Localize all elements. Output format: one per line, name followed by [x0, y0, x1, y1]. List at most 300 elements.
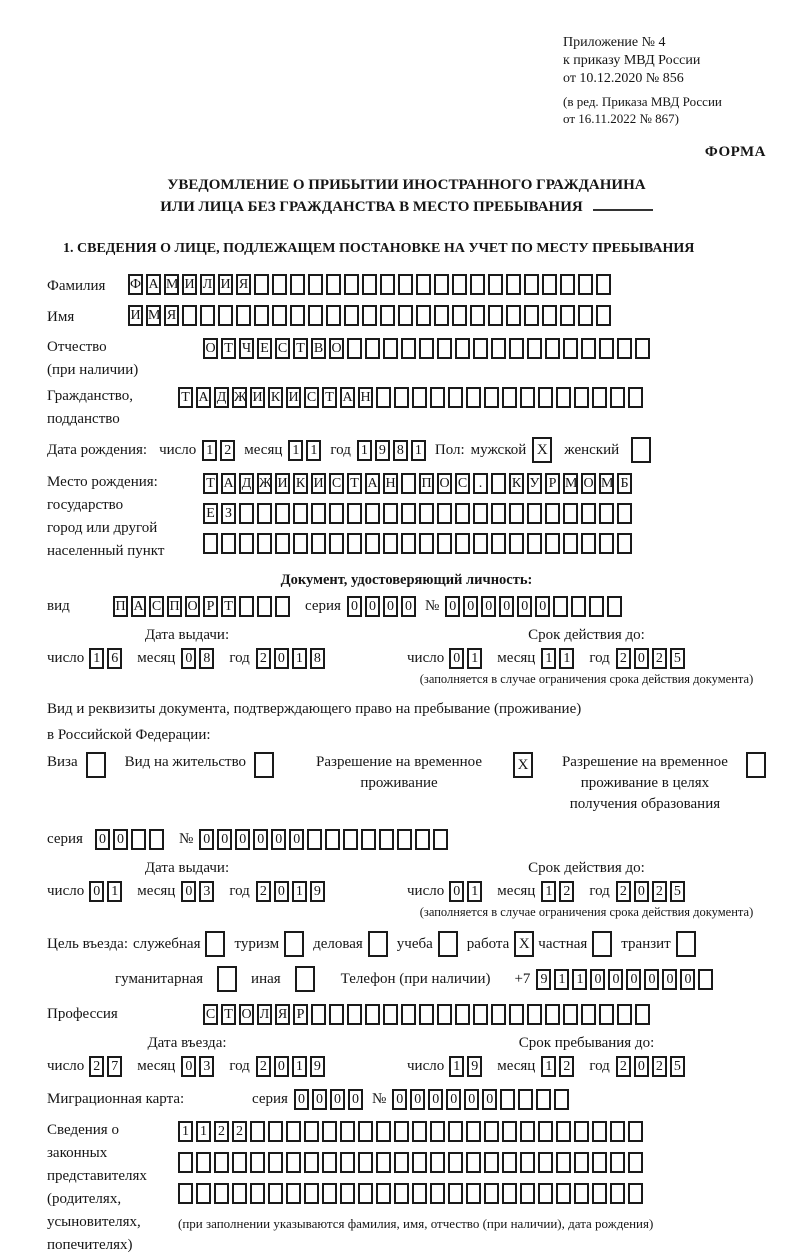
birth-place-cell[interactable]	[437, 503, 452, 524]
doc-kind-cell[interactable]	[275, 596, 290, 617]
entry-year-cell[interactable]: 1	[292, 1056, 307, 1077]
given-name-cell[interactable]: Я	[164, 305, 179, 326]
given-name-cell[interactable]	[596, 305, 611, 326]
given-name-cell[interactable]	[524, 305, 539, 326]
given-name-cell[interactable]	[560, 305, 575, 326]
representative-cell[interactable]	[178, 1183, 193, 1204]
identity-issue-year-cell[interactable]: 0	[274, 648, 289, 669]
birth-place-cell[interactable]	[383, 503, 398, 524]
residence-series-cell[interactable]	[149, 829, 164, 850]
phone-cell[interactable]: 0	[644, 969, 659, 990]
given-name-cell[interactable]	[218, 305, 233, 326]
surname-cell[interactable]	[380, 274, 395, 295]
surname-cell[interactable]: Я	[236, 274, 251, 295]
residence-valid-day-cell[interactable]: 0	[449, 881, 464, 902]
doc-kind-cell[interactable]: П	[167, 596, 182, 617]
phone-cell[interactable]: 1	[554, 969, 569, 990]
citizenship-cell[interactable]	[484, 387, 499, 408]
representative-cell[interactable]: 2	[214, 1121, 229, 1142]
profession-cell[interactable]	[473, 1004, 488, 1025]
representative-cell[interactable]	[322, 1121, 337, 1142]
given-name-cell[interactable]	[398, 305, 413, 326]
surname-cell[interactable]	[560, 274, 575, 295]
residence-issue-day-cell[interactable]: 0	[89, 881, 104, 902]
migration-series-cell[interactable]: 0	[348, 1089, 363, 1110]
patronymic-cell[interactable]	[527, 338, 542, 359]
representative-cell[interactable]: 2	[232, 1121, 247, 1142]
residence-valid-year-cell[interactable]: 5	[670, 881, 685, 902]
identity-valid-year-cell[interactable]: 2	[652, 648, 667, 669]
given-name-cell[interactable]	[434, 305, 449, 326]
purpose-humanitarian-checkbox[interactable]	[217, 966, 237, 992]
birth-place-cell[interactable]: Б	[617, 473, 632, 494]
surname-cell[interactable]	[308, 274, 323, 295]
birth-year-cell[interactable]: 9	[375, 440, 390, 461]
phone-cell[interactable]: 1	[572, 969, 587, 990]
purpose-business-checkbox[interactable]	[368, 931, 388, 957]
residence-number-cell[interactable]: 0	[271, 829, 286, 850]
citizenship-cell[interactable]	[556, 387, 571, 408]
doc-kind-cell[interactable]	[239, 596, 254, 617]
surname-cell[interactable]: И	[218, 274, 233, 295]
birth-place-cell[interactable]	[455, 503, 470, 524]
birth-place-cell[interactable]	[455, 533, 470, 554]
representative-cell[interactable]	[628, 1121, 643, 1142]
option-visa-checkbox[interactable]	[86, 752, 106, 778]
representative-cell[interactable]	[412, 1121, 427, 1142]
doc-kind-cell[interactable]	[257, 596, 272, 617]
residence-issue-year-cell[interactable]: 1	[292, 881, 307, 902]
birth-place-cell[interactable]	[401, 473, 416, 494]
phone-cell[interactable]: 0	[590, 969, 605, 990]
patronymic-cell[interactable]	[635, 338, 650, 359]
surname-cell[interactable]	[398, 274, 413, 295]
residence-issue-month-cell[interactable]: 0	[181, 881, 196, 902]
birth-place-cell[interactable]: А	[365, 473, 380, 494]
residence-number-cell[interactable]	[361, 829, 376, 850]
purpose-private-checkbox[interactable]	[592, 931, 612, 957]
representative-cell[interactable]	[250, 1183, 265, 1204]
birth-place-cell[interactable]: И	[275, 473, 290, 494]
birth-place-cell[interactable]	[419, 503, 434, 524]
phone-cell[interactable]: 0	[608, 969, 623, 990]
given-name-cell[interactable]: И	[128, 305, 143, 326]
surname-cell[interactable]: А	[146, 274, 161, 295]
profession-cell[interactable]	[617, 1004, 632, 1025]
surname-cell[interactable]: М	[164, 274, 179, 295]
representative-cell[interactable]	[556, 1121, 571, 1142]
residence-issue-year-cell[interactable]: 0	[274, 881, 289, 902]
birth-year-cell[interactable]: 1	[357, 440, 372, 461]
patronymic-cell[interactable]: Т	[221, 338, 236, 359]
residence-number-cell[interactable]: 0	[217, 829, 232, 850]
stay-year-cell[interactable]: 5	[670, 1056, 685, 1077]
identity-issue-day-cell[interactable]: 6	[107, 648, 122, 669]
given-name-cell[interactable]	[470, 305, 485, 326]
surname-cell[interactable]	[524, 274, 539, 295]
representative-cell[interactable]	[610, 1121, 625, 1142]
patronymic-cell[interactable]: О	[203, 338, 218, 359]
representative-cell[interactable]	[538, 1121, 553, 1142]
representative-cell[interactable]	[358, 1121, 373, 1142]
birth-year-cell[interactable]: 1	[411, 440, 426, 461]
birth-place-cell[interactable]	[473, 503, 488, 524]
given-name-cell[interactable]	[236, 305, 251, 326]
given-name-cell[interactable]	[272, 305, 287, 326]
profession-cell[interactable]	[401, 1004, 416, 1025]
birth-place-cell[interactable]	[221, 533, 236, 554]
birth-place-cell[interactable]: Т	[347, 473, 362, 494]
given-name-cell[interactable]	[200, 305, 215, 326]
birth-place-cell[interactable]	[347, 533, 362, 554]
birth-place-cell[interactable]	[527, 503, 542, 524]
residence-valid-year-cell[interactable]: 2	[616, 881, 631, 902]
birth-place-cell[interactable]	[563, 503, 578, 524]
residence-issue-day-cell[interactable]: 1	[107, 881, 122, 902]
birth-place-cell[interactable]	[329, 503, 344, 524]
given-name-cell[interactable]	[578, 305, 593, 326]
purpose-study-checkbox[interactable]	[438, 931, 458, 957]
residence-number-cell[interactable]: 0	[289, 829, 304, 850]
birth-day-cell[interactable]: 2	[220, 440, 235, 461]
patronymic-cell[interactable]: Т	[293, 338, 308, 359]
representative-cell[interactable]	[394, 1183, 409, 1204]
profession-cell[interactable]	[365, 1004, 380, 1025]
surname-cell[interactable]	[506, 274, 521, 295]
patronymic-cell[interactable]	[437, 338, 452, 359]
patronymic-cell[interactable]	[599, 338, 614, 359]
birth-place-cell[interactable]	[275, 533, 290, 554]
migration-number-cell[interactable]: 0	[410, 1089, 425, 1110]
birth-place-cell[interactable]	[563, 533, 578, 554]
migration-number-cell[interactable]: 0	[392, 1089, 407, 1110]
surname-cell[interactable]	[254, 274, 269, 295]
residence-issue-year-cell[interactable]: 9	[310, 881, 325, 902]
profession-cell[interactable]	[311, 1004, 326, 1025]
entry-year-cell[interactable]: 0	[274, 1056, 289, 1077]
birth-place-cell[interactable]	[401, 533, 416, 554]
doc-number-cell[interactable]	[553, 596, 568, 617]
residence-valid-day-cell[interactable]: 1	[467, 881, 482, 902]
representative-cell[interactable]	[268, 1183, 283, 1204]
birth-place-cell[interactable]	[347, 503, 362, 524]
representative-cell[interactable]	[412, 1183, 427, 1204]
birth-place-cell[interactable]	[437, 533, 452, 554]
stay-day-cell[interactable]: 9	[467, 1056, 482, 1077]
birth-place-cell[interactable]	[239, 533, 254, 554]
citizenship-cell[interactable]	[394, 387, 409, 408]
representative-cell[interactable]	[376, 1121, 391, 1142]
representative-cell[interactable]: 1	[196, 1121, 211, 1142]
migration-series-cell[interactable]: 0	[294, 1089, 309, 1110]
surname-cell[interactable]: Л	[200, 274, 215, 295]
birth-place-cell[interactable]	[509, 503, 524, 524]
representative-cell[interactable]	[538, 1183, 553, 1204]
doc-number-cell[interactable]: 0	[535, 596, 550, 617]
citizenship-cell[interactable]	[520, 387, 535, 408]
doc-series-cell[interactable]: 0	[401, 596, 416, 617]
birth-place-cell[interactable]	[329, 533, 344, 554]
citizenship-cell[interactable]: Т	[322, 387, 337, 408]
citizenship-cell[interactable]: Н	[358, 387, 373, 408]
profession-cell[interactable]	[599, 1004, 614, 1025]
doc-kind-cell[interactable]: П	[113, 596, 128, 617]
profession-cell[interactable]	[581, 1004, 596, 1025]
representative-cell[interactable]	[592, 1183, 607, 1204]
patronymic-cell[interactable]: О	[329, 338, 344, 359]
representative-cell[interactable]	[520, 1183, 535, 1204]
given-name-cell[interactable]	[506, 305, 521, 326]
citizenship-cell[interactable]	[628, 387, 643, 408]
given-name-cell[interactable]	[308, 305, 323, 326]
doc-number-cell[interactable]	[607, 596, 622, 617]
patronymic-cell[interactable]	[491, 338, 506, 359]
residence-series-cell[interactable]: 0	[95, 829, 110, 850]
birth-place-cell[interactable]	[491, 503, 506, 524]
representative-cell[interactable]	[574, 1121, 589, 1142]
entry-year-cell[interactable]: 9	[310, 1056, 325, 1077]
residence-number-cell[interactable]	[379, 829, 394, 850]
option-temp-residence-education-checkbox[interactable]	[746, 752, 766, 778]
representative-cell[interactable]	[268, 1121, 283, 1142]
birth-place-cell[interactable]: А	[221, 473, 236, 494]
representative-cell[interactable]	[304, 1121, 319, 1142]
birth-place-cell[interactable]: Т	[203, 473, 218, 494]
doc-kind-cell[interactable]: А	[131, 596, 146, 617]
surname-cell[interactable]	[290, 274, 305, 295]
residence-number-cell[interactable]: 0	[253, 829, 268, 850]
identity-issue-day-cell[interactable]: 1	[89, 648, 104, 669]
birth-place-cell[interactable]: О	[437, 473, 452, 494]
birth-place-cell[interactable]	[275, 503, 290, 524]
birth-place-cell[interactable]: Ж	[257, 473, 272, 494]
surname-cell[interactable]	[362, 274, 377, 295]
representative-cell[interactable]: 1	[178, 1121, 193, 1142]
citizenship-cell[interactable]	[592, 387, 607, 408]
citizenship-cell[interactable]: И	[250, 387, 265, 408]
identity-issue-year-cell[interactable]: 8	[310, 648, 325, 669]
representative-cell[interactable]	[250, 1121, 265, 1142]
profession-cell[interactable]	[419, 1004, 434, 1025]
doc-kind-cell[interactable]: Т	[221, 596, 236, 617]
entry-year-cell[interactable]: 2	[256, 1056, 271, 1077]
residence-valid-month-cell[interactable]: 1	[541, 881, 556, 902]
given-name-cell[interactable]	[182, 305, 197, 326]
doc-number-cell[interactable]: 0	[481, 596, 496, 617]
patronymic-cell[interactable]: В	[311, 338, 326, 359]
profession-cell[interactable]: С	[203, 1004, 218, 1025]
migration-number-cell[interactable]	[554, 1089, 569, 1110]
surname-cell[interactable]	[416, 274, 431, 295]
citizenship-cell[interactable]: Т	[178, 387, 193, 408]
birth-place-cell[interactable]: С	[329, 473, 344, 494]
representative-cell[interactable]	[502, 1183, 517, 1204]
surname-cell[interactable]: И	[182, 274, 197, 295]
patronymic-cell[interactable]	[617, 338, 632, 359]
patronymic-cell[interactable]: С	[275, 338, 290, 359]
identity-issue-year-cell[interactable]: 2	[256, 648, 271, 669]
citizenship-cell[interactable]	[574, 387, 589, 408]
identity-valid-day-cell[interactable]: 1	[467, 648, 482, 669]
residence-number-cell[interactable]	[325, 829, 340, 850]
representative-cell[interactable]	[394, 1121, 409, 1142]
representative-cell[interactable]	[502, 1121, 517, 1142]
profession-cell[interactable]	[329, 1004, 344, 1025]
birth-place-cell[interactable]	[239, 503, 254, 524]
surname-cell[interactable]	[542, 274, 557, 295]
surname-cell[interactable]	[596, 274, 611, 295]
birth-place-cell[interactable]: М	[599, 473, 614, 494]
surname-cell[interactable]	[344, 274, 359, 295]
residence-series-cell[interactable]	[131, 829, 146, 850]
representative-cell[interactable]	[322, 1183, 337, 1204]
representative-cell[interactable]	[430, 1183, 445, 1204]
surname-cell[interactable]: Ф	[128, 274, 143, 295]
option-residence-permit-checkbox[interactable]	[254, 752, 274, 778]
birth-place-cell[interactable]	[311, 533, 326, 554]
identity-valid-year-cell[interactable]: 0	[634, 648, 649, 669]
birth-place-cell[interactable]	[599, 503, 614, 524]
profession-cell[interactable]	[545, 1004, 560, 1025]
birth-place-cell[interactable]	[401, 503, 416, 524]
migration-series-cell[interactable]: 0	[330, 1089, 345, 1110]
surname-cell[interactable]	[488, 274, 503, 295]
doc-series-cell[interactable]: 0	[383, 596, 398, 617]
representative-cell[interactable]	[286, 1183, 301, 1204]
citizenship-cell[interactable]: А	[340, 387, 355, 408]
profession-cell[interactable]	[437, 1004, 452, 1025]
birth-place-cell[interactable]: И	[311, 473, 326, 494]
patronymic-cell[interactable]: Ч	[239, 338, 254, 359]
stay-year-cell[interactable]: 2	[616, 1056, 631, 1077]
given-name-cell[interactable]	[452, 305, 467, 326]
representative-cell[interactable]	[592, 1121, 607, 1142]
patronymic-cell[interactable]	[419, 338, 434, 359]
representative-cell[interactable]	[628, 1183, 643, 1204]
stay-day-cell[interactable]: 1	[449, 1056, 464, 1077]
birth-place-cell[interactable]	[617, 533, 632, 554]
purpose-work-checkbox[interactable]: X	[514, 931, 534, 957]
birth-place-cell[interactable]	[491, 533, 506, 554]
purpose-official-checkbox[interactable]	[205, 931, 225, 957]
stay-month-cell[interactable]: 2	[559, 1056, 574, 1077]
citizenship-cell[interactable]	[538, 387, 553, 408]
phone-cell[interactable]: 9	[536, 969, 551, 990]
profession-cell[interactable]	[347, 1004, 362, 1025]
profession-cell[interactable]	[509, 1004, 524, 1025]
representative-cell[interactable]	[358, 1183, 373, 1204]
option-temp-residence-checkbox[interactable]: X	[513, 752, 533, 778]
doc-series-cell[interactable]: 0	[347, 596, 362, 617]
profession-cell[interactable]: О	[239, 1004, 254, 1025]
sex-male-checkbox[interactable]: X	[532, 437, 552, 463]
birth-place-cell[interactable]	[473, 533, 488, 554]
birth-place-cell[interactable]: С	[455, 473, 470, 494]
birth-day-cell[interactable]: 1	[202, 440, 217, 461]
sex-female-checkbox[interactable]	[631, 437, 651, 463]
patronymic-cell[interactable]	[455, 338, 470, 359]
entry-month-cell[interactable]: 3	[199, 1056, 214, 1077]
birth-place-cell[interactable]: Н	[383, 473, 398, 494]
birth-place-cell[interactable]	[599, 533, 614, 554]
patronymic-cell[interactable]	[473, 338, 488, 359]
birth-place-cell[interactable]	[383, 533, 398, 554]
patronymic-cell[interactable]	[563, 338, 578, 359]
doc-kind-cell[interactable]: О	[185, 596, 200, 617]
birth-place-cell[interactable]: Е	[203, 503, 218, 524]
profession-cell[interactable]: Л	[257, 1004, 272, 1025]
given-name-cell[interactable]	[542, 305, 557, 326]
birth-place-cell[interactable]: .	[473, 473, 488, 494]
surname-cell[interactable]	[470, 274, 485, 295]
stay-month-cell[interactable]: 1	[541, 1056, 556, 1077]
residence-valid-year-cell[interactable]: 2	[652, 881, 667, 902]
residence-number-cell[interactable]: 0	[235, 829, 250, 850]
citizenship-cell[interactable]: Ж	[232, 387, 247, 408]
phone-cell[interactable]: 0	[680, 969, 695, 990]
birth-place-cell[interactable]	[581, 503, 596, 524]
birth-place-cell[interactable]	[527, 533, 542, 554]
patronymic-cell[interactable]: Е	[257, 338, 272, 359]
birth-place-cell[interactable]: Р	[545, 473, 560, 494]
representative-cell[interactable]	[484, 1121, 499, 1142]
migration-number-cell[interactable]: 0	[482, 1089, 497, 1110]
patronymic-cell[interactable]	[383, 338, 398, 359]
profession-cell[interactable]	[455, 1004, 470, 1025]
representative-cell[interactable]	[574, 1183, 589, 1204]
stay-year-cell[interactable]: 0	[634, 1056, 649, 1077]
residence-number-cell[interactable]	[307, 829, 322, 850]
representative-cell[interactable]	[448, 1183, 463, 1204]
profession-cell[interactable]	[527, 1004, 542, 1025]
birth-place-cell[interactable]: К	[293, 473, 308, 494]
birth-place-cell[interactable]	[293, 533, 308, 554]
given-name-cell[interactable]	[380, 305, 395, 326]
birth-place-cell[interactable]: У	[527, 473, 542, 494]
phone-cell[interactable]	[698, 969, 713, 990]
representative-cell[interactable]	[286, 1121, 301, 1142]
doc-kind-cell[interactable]: С	[149, 596, 164, 617]
profession-cell[interactable]	[563, 1004, 578, 1025]
residence-number-cell[interactable]	[415, 829, 430, 850]
representative-cell[interactable]	[520, 1121, 535, 1142]
citizenship-cell[interactable]	[448, 387, 463, 408]
identity-issue-month-cell[interactable]: 0	[181, 648, 196, 669]
birth-place-cell[interactable]	[365, 503, 380, 524]
birth-place-cell[interactable]: О	[581, 473, 596, 494]
citizenship-cell[interactable]: Д	[214, 387, 229, 408]
profession-cell[interactable]: Т	[221, 1004, 236, 1025]
identity-issue-month-cell[interactable]: 8	[199, 648, 214, 669]
citizenship-cell[interactable]: С	[304, 387, 319, 408]
surname-cell[interactable]	[272, 274, 287, 295]
representative-cell[interactable]	[214, 1183, 229, 1204]
surname-cell[interactable]	[578, 274, 593, 295]
profession-cell[interactable]	[635, 1004, 650, 1025]
patronymic-cell[interactable]	[365, 338, 380, 359]
representative-cell[interactable]	[610, 1183, 625, 1204]
birth-place-cell[interactable]	[419, 533, 434, 554]
identity-valid-month-cell[interactable]: 1	[559, 648, 574, 669]
citizenship-cell[interactable]: И	[286, 387, 301, 408]
representative-cell[interactable]	[376, 1183, 391, 1204]
patronymic-cell[interactable]	[581, 338, 596, 359]
given-name-cell[interactable]	[254, 305, 269, 326]
migration-number-cell[interactable]	[500, 1089, 515, 1110]
birth-place-cell[interactable]	[293, 503, 308, 524]
residence-issue-year-cell[interactable]: 2	[256, 881, 271, 902]
citizenship-cell[interactable]: А	[196, 387, 211, 408]
